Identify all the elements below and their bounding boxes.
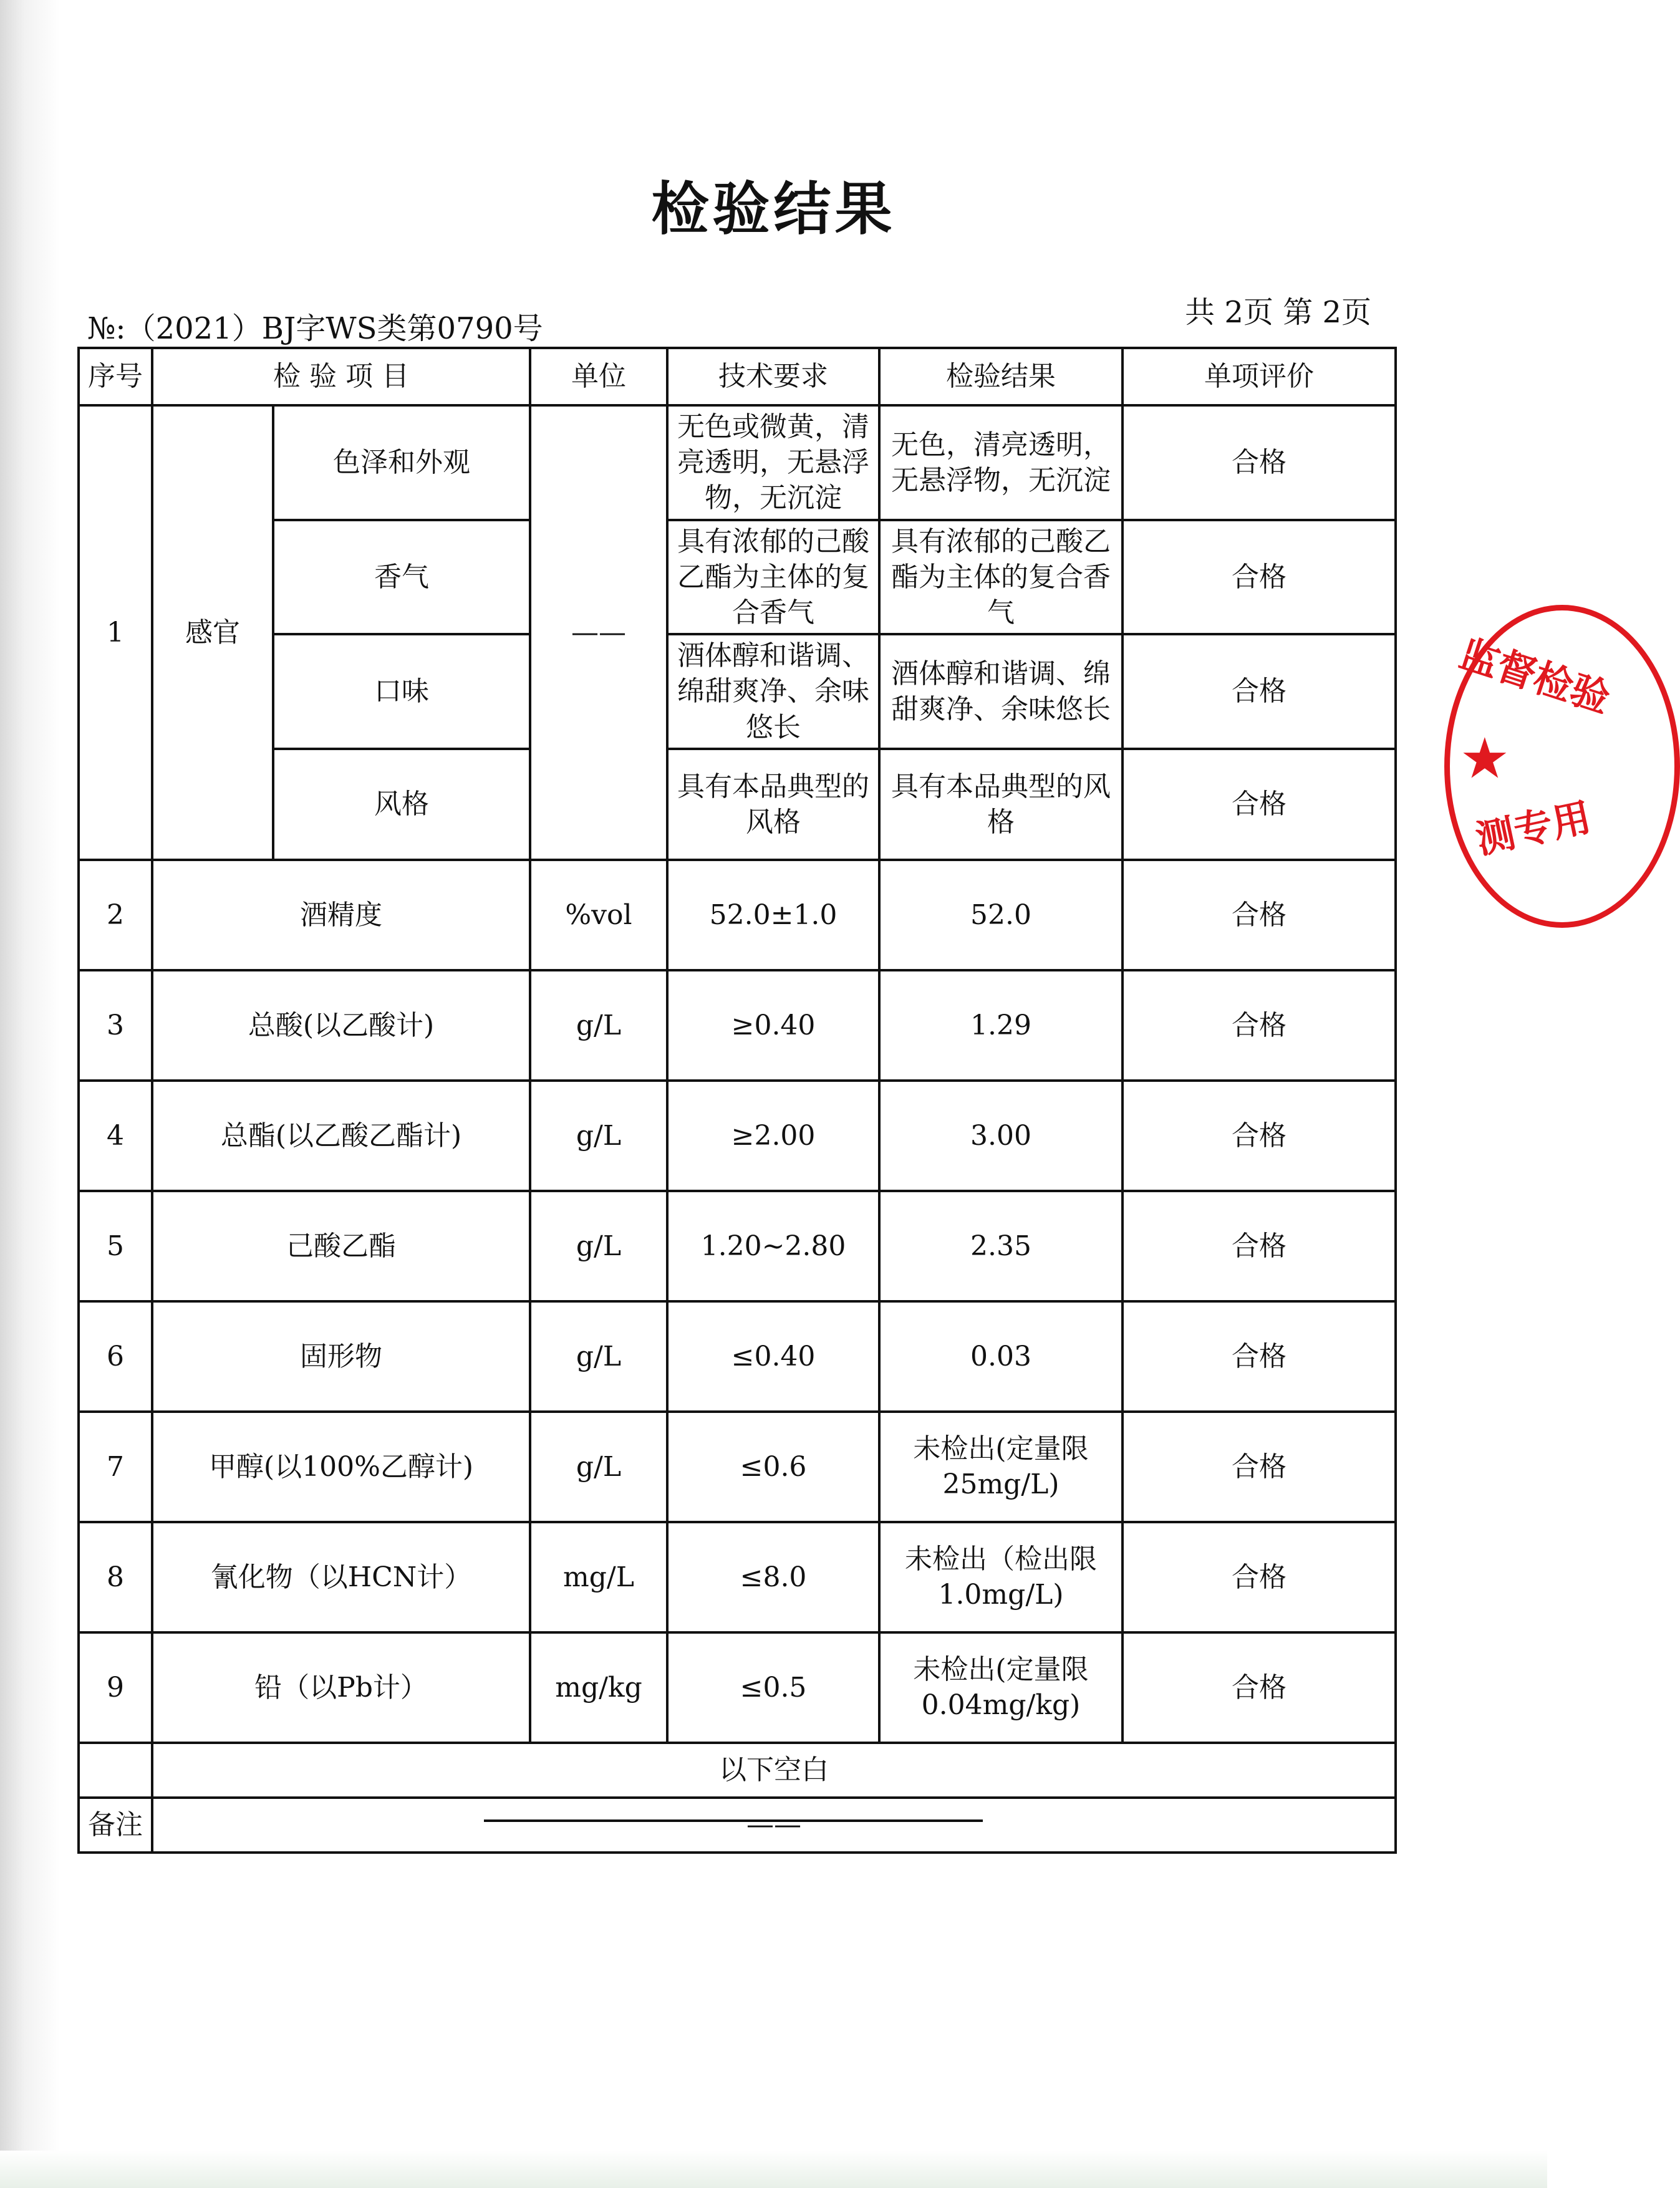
subitem-evaluation: 合格 [1122, 520, 1396, 635]
row-evaluation: 合格 [1122, 1081, 1396, 1191]
group-unit: —— [530, 405, 667, 860]
subitem-name: 香气 [273, 520, 530, 635]
page-info: 共 2页 第 2页 [1185, 295, 1371, 330]
row-item: 总酸(以乙酸计) [152, 970, 530, 1081]
subitem-evaluation: 合格 [1122, 749, 1396, 860]
table-row [79, 1412, 1396, 1522]
subitem-evaluation: 合格 [1122, 405, 1396, 520]
table-row [79, 1191, 1396, 1301]
seal-text-bottom: 测专用 [1472, 794, 1595, 863]
results-table [77, 347, 1397, 1854]
remarks-value: —— [152, 1798, 1396, 1853]
row-requirement: 52.0±1.0 [667, 860, 879, 970]
row-item: 氰化物（以HCN计） [152, 1522, 530, 1632]
row-requirement: 1.20~2.80 [667, 1191, 879, 1301]
subitem-name: 色泽和外观 [273, 405, 530, 520]
row-evaluation: 合格 [1122, 1412, 1396, 1522]
row-evaluation: 合格 [1122, 1191, 1396, 1301]
table-row [79, 405, 1396, 520]
table-row [79, 749, 1396, 860]
row-evaluation: 合格 [1122, 1632, 1396, 1743]
row-seq: 5 [79, 1191, 152, 1301]
row-item: 己酸乙酯 [152, 1191, 530, 1301]
header-seq: 序号 [79, 348, 152, 405]
row-unit: mg/L [530, 1522, 667, 1632]
row-seq: 4 [79, 1081, 152, 1191]
row-unit: g/L [530, 1191, 667, 1301]
document-title: 检验结果 [651, 175, 896, 243]
report-number: №:（2021）BJ字WS类第0790号 [87, 311, 543, 346]
table-row [79, 634, 1396, 749]
blank-row [79, 1743, 1396, 1798]
row-evaluation: 合格 [1122, 1301, 1396, 1412]
seal-star-icon: ★ [1462, 729, 1507, 788]
table-row [79, 1301, 1396, 1412]
row-item: 酒精度 [152, 860, 530, 970]
row-item: 固形物 [152, 1301, 530, 1412]
header-result: 检验结果 [879, 348, 1122, 405]
row-seq: 7 [79, 1412, 152, 1522]
blank-row-seq [79, 1743, 152, 1798]
row-evaluation: 合格 [1122, 970, 1396, 1081]
row-requirement: ≤8.0 [667, 1522, 879, 1632]
scan-bottom-edge [0, 2151, 1547, 2188]
official-seal [1444, 605, 1680, 928]
table-row [79, 860, 1396, 970]
row-seq: 9 [79, 1632, 152, 1743]
table-row [79, 970, 1396, 1081]
row-requirement: ≤0.5 [667, 1632, 879, 1743]
row-seq: 3 [79, 970, 152, 1081]
row-item: 总酯(以乙酸乙酯计) [152, 1081, 530, 1191]
row-evaluation: 合格 [1122, 1522, 1396, 1632]
row-result: 0.03 [879, 1301, 1122, 1412]
table-row [79, 1081, 1396, 1191]
row-unit: g/L [530, 1412, 667, 1522]
subitem-result: 无色，清亮透明，无悬浮物，无沉淀 [879, 405, 1122, 520]
row-seq: 2 [79, 860, 152, 970]
row-result: 未检出(定量限0.04mg/kg) [879, 1632, 1122, 1743]
row-item: 甲醇(以100%乙醇计) [152, 1412, 530, 1522]
subitem-requirement: 具有本品典型的风格 [667, 749, 879, 860]
subitem-result: 具有本品典型的风格 [879, 749, 1122, 860]
row-result: 52.0 [879, 860, 1122, 970]
header-unit: 单位 [530, 348, 667, 405]
row-requirement: ≥2.00 [667, 1081, 879, 1191]
blank-text: 以下空白 [152, 1743, 1396, 1798]
subitem-result: 具有浓郁的己酸乙酯为主体的复合香气 [879, 520, 1122, 635]
scan-edge [0, 0, 60, 2188]
row-requirement: ≤0.6 [667, 1412, 879, 1522]
group-category: 感官 [152, 405, 273, 860]
end-divider [484, 1819, 983, 1822]
table-row [79, 1522, 1396, 1632]
subitem-requirement: 具有浓郁的己酸乙酯为主体的复合香气 [667, 520, 879, 635]
row-result: 未检出（检出限1.0mg/L) [879, 1522, 1122, 1632]
seal-text-top: 监督检验 [1454, 630, 1616, 722]
header-item: 检 验 项 目 [152, 348, 530, 405]
row-result: 3.00 [879, 1081, 1122, 1191]
remarks-label: 备注 [79, 1798, 152, 1853]
row-result: 未检出(定量限25mg/L) [879, 1412, 1122, 1522]
row-unit: g/L [530, 1081, 667, 1191]
table-header-row [79, 348, 1396, 405]
row-seq: 1 [79, 405, 152, 860]
row-evaluation: 合格 [1122, 860, 1396, 970]
subitem-evaluation: 合格 [1122, 634, 1396, 749]
subitem-requirement: 酒体醇和谐调、绵甜爽净、余味悠长 [667, 634, 879, 749]
row-unit: g/L [530, 1301, 667, 1412]
table-row [79, 1632, 1396, 1743]
row-result: 2.35 [879, 1191, 1122, 1301]
row-unit: %vol [530, 860, 667, 970]
row-requirement: ≥0.40 [667, 970, 879, 1081]
subitem-result: 酒体醇和谐调、绵甜爽净、余味悠长 [879, 634, 1122, 749]
header-requirement: 技术要求 [667, 348, 879, 405]
row-requirement: ≤0.40 [667, 1301, 879, 1412]
row-seq: 8 [79, 1522, 152, 1632]
subitem-name: 风格 [273, 749, 530, 860]
subitem-requirement: 无色或微黄，清亮透明，无悬浮物，无沉淀 [667, 405, 879, 520]
remarks-row [79, 1798, 1396, 1853]
row-unit: mg/kg [530, 1632, 667, 1743]
row-unit: g/L [530, 970, 667, 1081]
row-item: 铅（以Pb计） [152, 1632, 530, 1743]
row-result: 1.29 [879, 970, 1122, 1081]
header-evaluation: 单项评价 [1122, 348, 1396, 405]
subitem-name: 口味 [273, 634, 530, 749]
row-seq: 6 [79, 1301, 152, 1412]
table-row [79, 520, 1396, 635]
